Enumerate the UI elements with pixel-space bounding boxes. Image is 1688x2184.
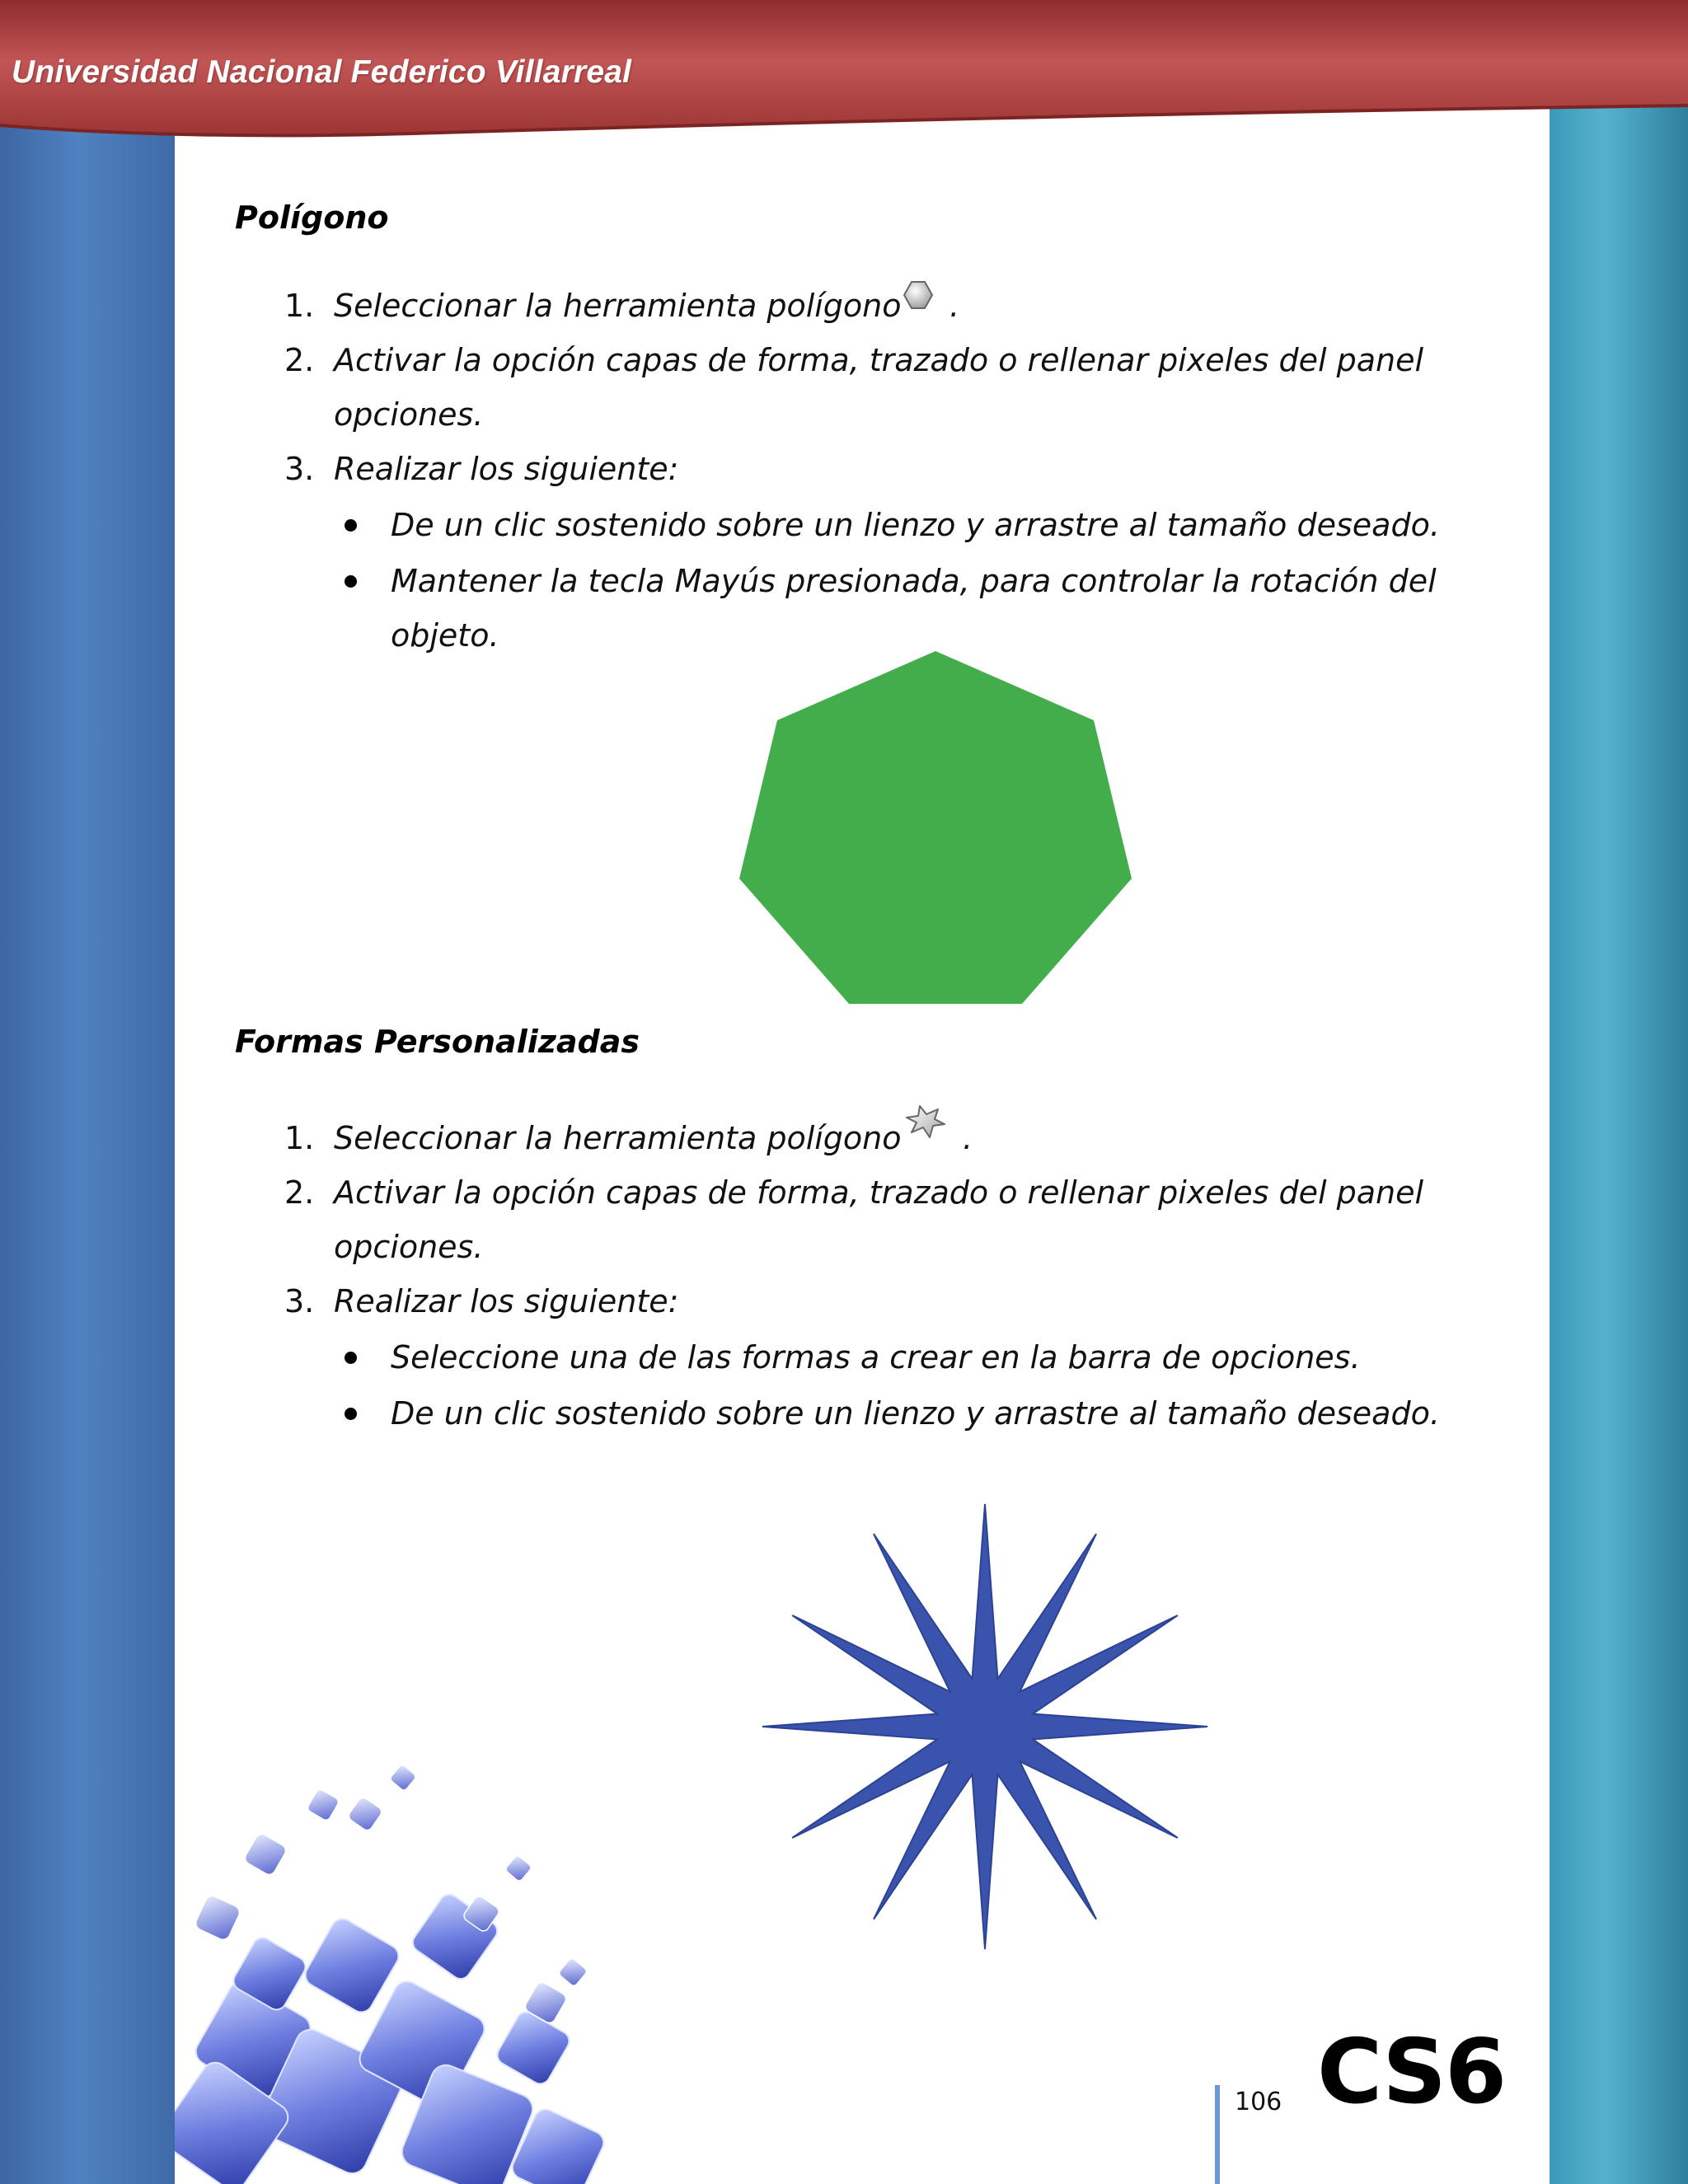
starburst-shape (758, 1500, 1212, 1953)
step-text-period: . (950, 288, 960, 324)
bullet-text: objeto. (391, 617, 499, 654)
step-text: Realizar los siguiente: (334, 1283, 679, 1319)
bullet-text: De un clic sostenido sobre un lienzo y arrastre al tamaño deseado. (391, 1395, 1440, 1432)
left-side-band (0, 0, 175, 2184)
page-number: 106 (1235, 2088, 1282, 2116)
step-text: Activar la opción capas de forma, trazado o rellenar pixeles del panel (334, 1174, 1424, 1211)
bullet-dot (345, 1408, 357, 1420)
step-number: 3. (284, 451, 315, 487)
step-text: Seleccionar la herramienta polígono (334, 288, 902, 324)
custom-shape-tool-icon (902, 1101, 951, 1142)
polygon-tool-icon (902, 279, 935, 315)
step-text: Realizar los siguiente: (334, 451, 679, 487)
bullet-text: De un clic sostenido sobre un lienzo y arrastre al tamaño deseado. (391, 507, 1440, 543)
step-number: 2. (284, 342, 315, 378)
bullet-dot (345, 519, 357, 532)
header-title: Universidad Nacional Federico Villarreal (12, 54, 632, 90)
step-number: 1. (284, 1120, 315, 1156)
starburst-polygon (762, 1504, 1207, 1949)
step-number: 1. (284, 288, 315, 324)
section-heading-formas-personalizadas: Formas Personalizadas (235, 1024, 640, 1060)
right-side-band (1550, 0, 1688, 2184)
step-number: 3. (284, 1283, 315, 1319)
section-heading-poligono: Polígono (235, 199, 389, 236)
bullet-dot (345, 575, 357, 588)
step-text: Seleccionar la herramienta polígono (334, 1120, 902, 1156)
bullet-text: Seleccione una de las formas a crear en la barra de opciones. (391, 1339, 1361, 1376)
bullet-dot (345, 1352, 357, 1364)
step-text-period: . (963, 1120, 973, 1156)
step-text: opciones. (334, 1229, 484, 1265)
heptagon-shape (738, 647, 1133, 1010)
step-text: opciones. (334, 396, 484, 433)
step-number: 2. (284, 1174, 315, 1211)
decorative-cubes-image (175, 1747, 719, 2184)
step-text: Activar la opción capas de forma, trazado o rellenar pixeles del panel (334, 342, 1424, 378)
cs6-logo: CS6 (1317, 2021, 1506, 2124)
bullet-text: Mantener la tecla Mayús presionada, para controlar la rotación del (391, 563, 1437, 599)
footer-rule (1215, 2085, 1220, 2184)
